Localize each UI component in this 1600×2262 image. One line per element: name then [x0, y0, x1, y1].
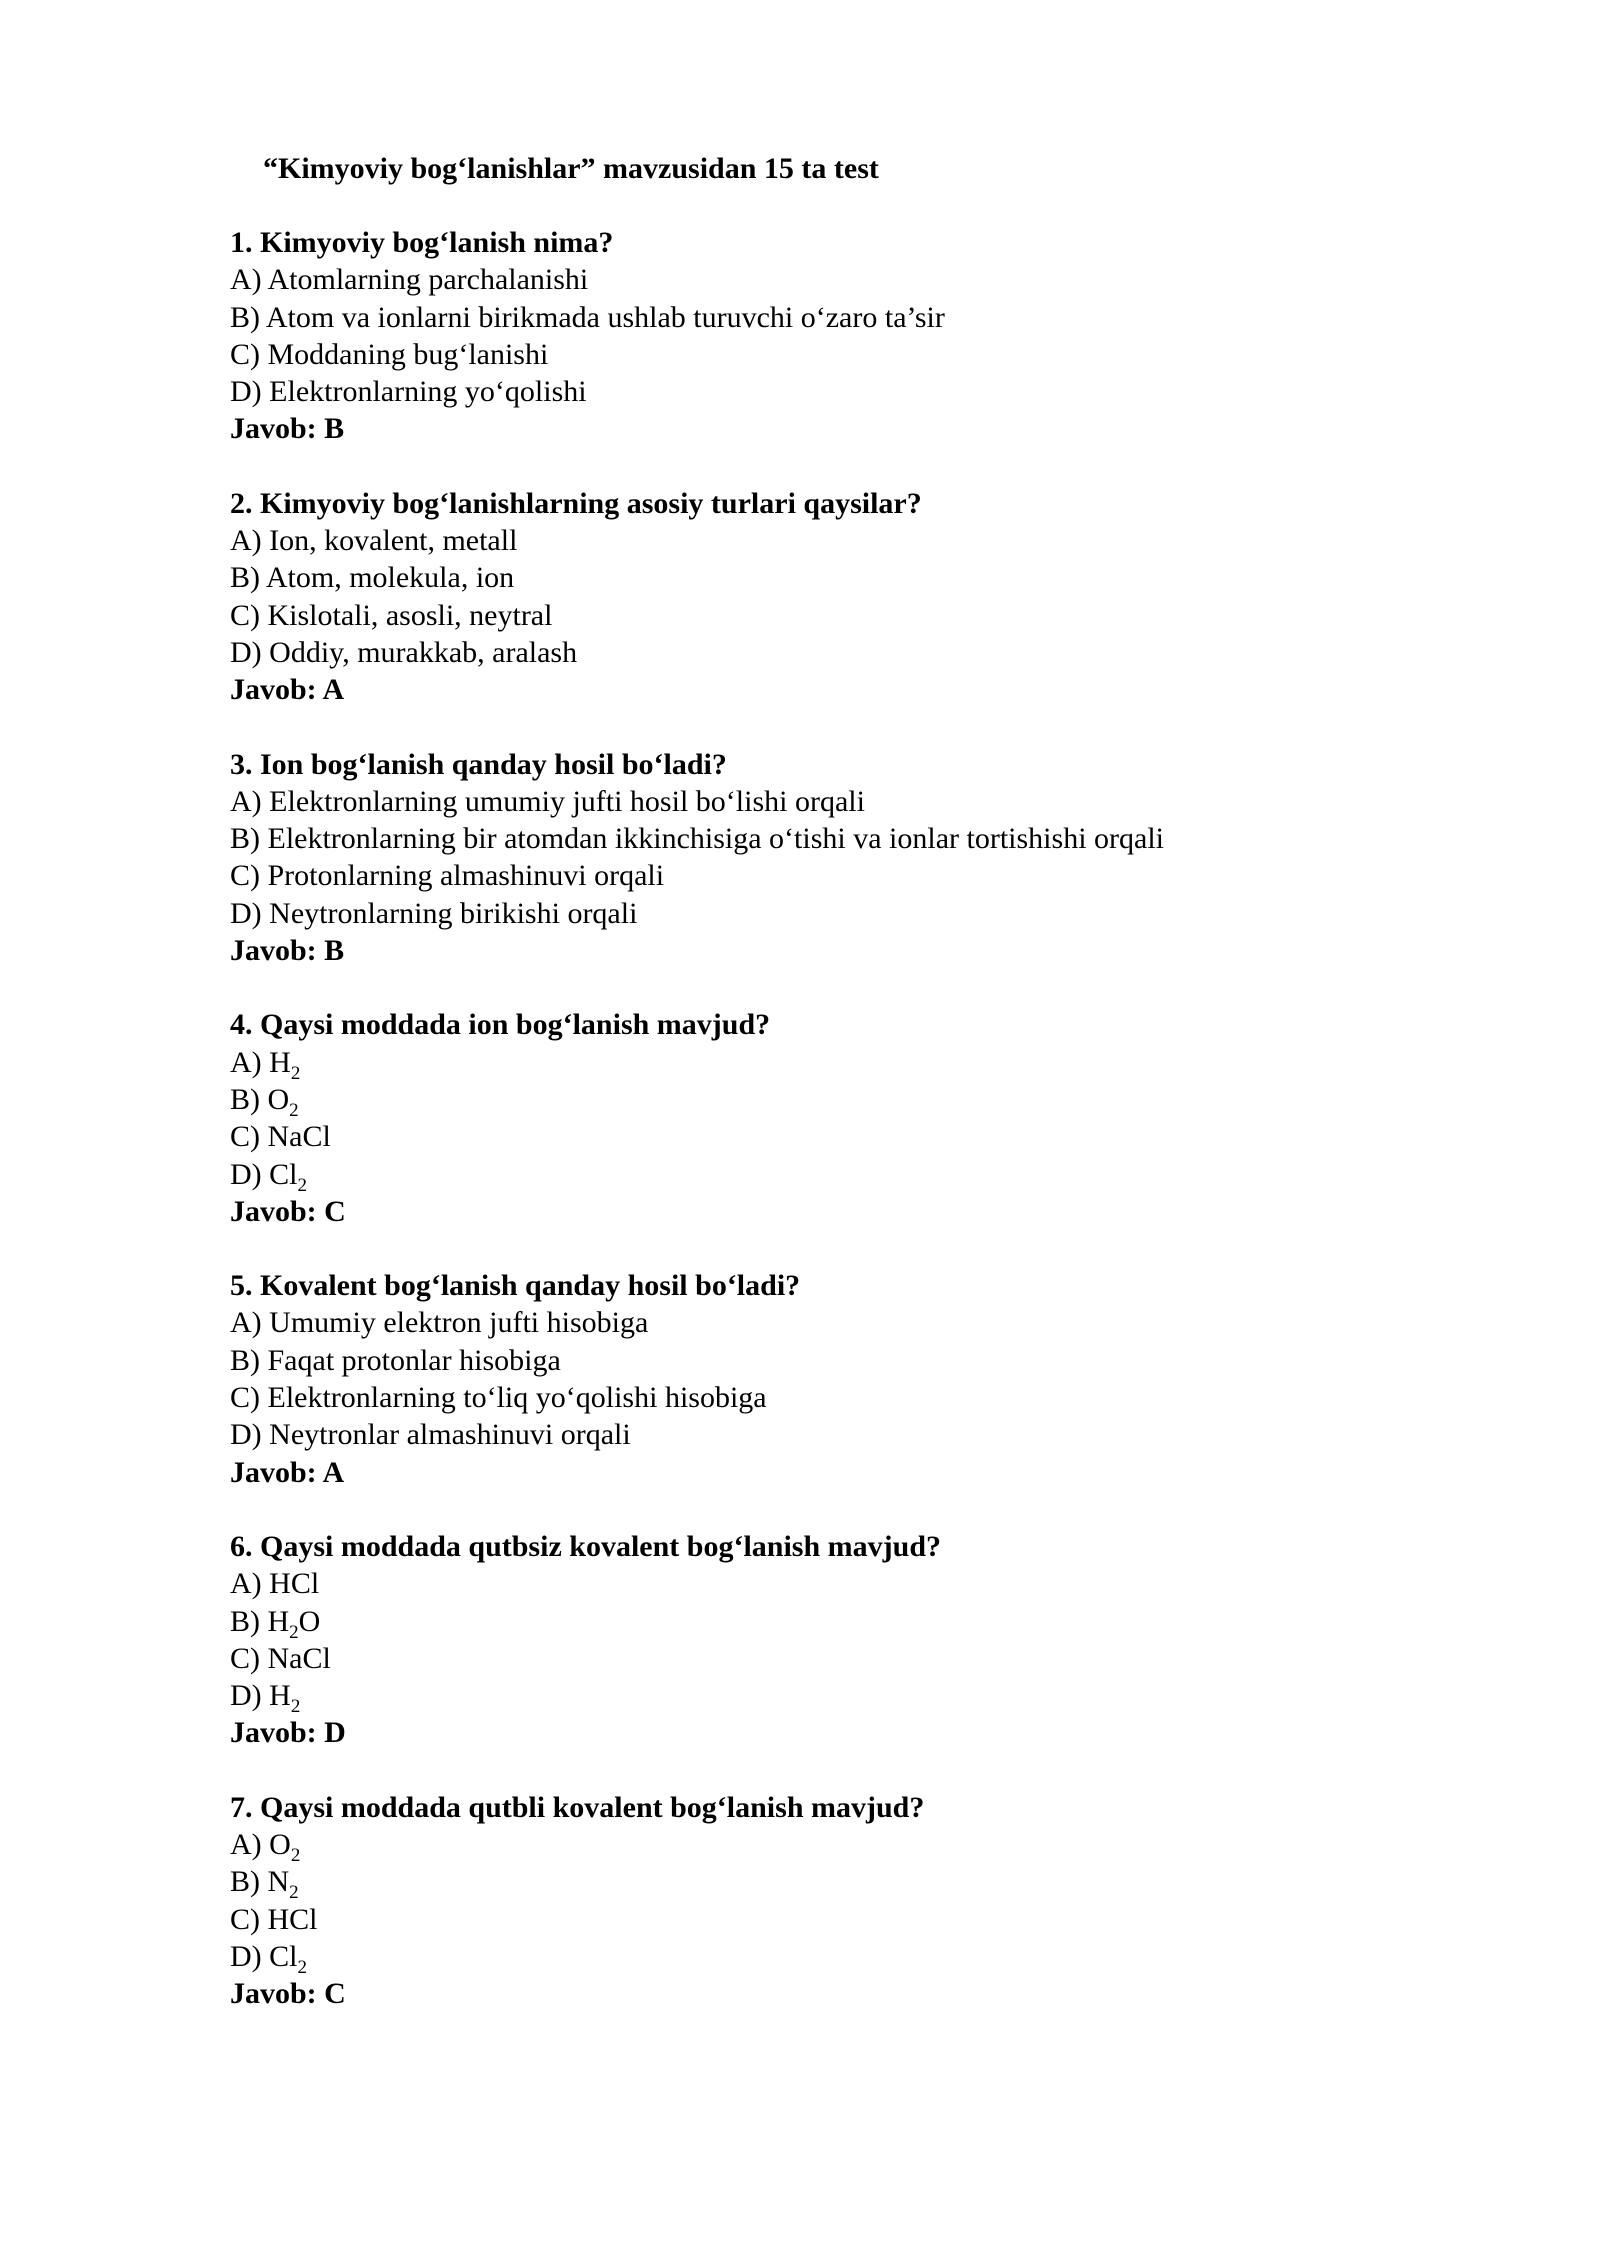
option-b: [230, 1342, 1480, 1379]
option-text: Cl: [269, 1939, 298, 1973]
option-letter: D): [230, 635, 262, 669]
option-text: HCl: [267, 1902, 318, 1936]
option-letter: B): [230, 1343, 260, 1377]
question-block: [230, 485, 1480, 709]
option-a: [230, 1565, 1480, 1602]
document-title: “Kimyoviy bog‘lanishlar” mavzusidan 15 ta test: [263, 152, 879, 185]
option-text: Protonlarning almashinuvi orqali: [267, 859, 665, 893]
option-c: [230, 857, 1480, 894]
option-letter: A): [230, 784, 262, 818]
option-text: Elektronlarning yo‘qolishi: [269, 375, 587, 409]
option-text: Elektronlarning bir atomdan ikkinchisiga o‘tishi va ionlar tortishishi orqali: [267, 822, 1164, 856]
option-d: [230, 373, 1480, 410]
option-text: H: [269, 1045, 291, 1079]
question-text: [230, 1006, 1480, 1043]
option-letter: C): [230, 1381, 260, 1415]
question-list: [230, 224, 1480, 2012]
option-d: [230, 1938, 1480, 1978]
option-subscript: 2: [297, 1956, 308, 1978]
question-text: [230, 224, 1480, 261]
option-subscript: 2: [290, 1062, 301, 1084]
answer-key: Javob: B: [230, 412, 345, 446]
option-text: Faqat protonlar hisobiga: [267, 1343, 561, 1377]
question-text: [230, 1528, 1480, 1565]
option-text: Cl: [269, 1157, 298, 1191]
option-d: [230, 1156, 1480, 1196]
option-text: Elektronlarning umumiy jufti hosil bo‘lishi orqali: [269, 784, 865, 818]
question-number: 3.: [230, 747, 253, 781]
option-letter: B): [230, 1865, 260, 1899]
option-letter: D): [230, 1939, 262, 1973]
option-letter: A): [230, 1306, 262, 1340]
option-subscript: 2: [290, 1696, 301, 1718]
question-block: [230, 1789, 1480, 2013]
option-letter: B): [230, 822, 260, 856]
option-text: NaCl: [267, 1120, 331, 1154]
option-text: Umumiy elektron jufti hisobiga: [269, 1306, 649, 1340]
option-text: Atomlarning parchalanishi: [267, 263, 589, 297]
option-a: [230, 522, 1480, 559]
option-d: [230, 895, 1480, 932]
option-c: [230, 597, 1480, 634]
option-text: Atom va ionlarni birikmada ushlab turuvchi o‘zaro ta’sir: [265, 300, 945, 334]
option-text: HCl: [269, 1567, 320, 1601]
option-letter: A): [230, 1827, 262, 1861]
option-letter: D): [230, 1418, 262, 1452]
option-letter: A): [230, 524, 262, 558]
option-c: [230, 336, 1480, 373]
option-text: Kislotali, asosli, neytral: [267, 598, 553, 632]
option-d: [230, 634, 1480, 671]
option-b: [230, 1863, 1480, 1904]
option-subscript: 2: [290, 1844, 301, 1866]
option-b: [230, 1603, 1480, 1643]
option-tail: O: [298, 1604, 321, 1638]
answer-key: Javob: C: [230, 1977, 346, 2011]
option-text: O: [267, 1082, 290, 1116]
option-subscript: 2: [289, 1099, 299, 1121]
option-text: Moddaning bug‘lanishi: [267, 337, 549, 371]
question-number: 6.: [230, 1529, 253, 1563]
option-letter: D): [230, 1157, 262, 1191]
option-letter: B): [230, 1604, 260, 1638]
question-text: [230, 746, 1480, 783]
question-number: 4.: [230, 1008, 253, 1042]
option-a: [230, 1826, 1480, 1866]
question-block: [230, 1528, 1480, 1752]
option-letter: A): [230, 263, 262, 297]
option-c: [230, 1901, 1480, 1938]
option-d: [230, 1677, 1480, 1718]
option-text: H: [269, 1679, 291, 1713]
option-letter: A): [230, 1045, 262, 1079]
option-letter: B): [230, 1082, 260, 1116]
question-text: [230, 1789, 1480, 1826]
question-block: [230, 1267, 1480, 1491]
option-b: [230, 559, 1480, 596]
option-a: [230, 783, 1480, 820]
question-block: [230, 746, 1480, 970]
option-text: NaCl: [267, 1641, 331, 1675]
question-label: Kimyoviy bog‘lanishlarning asosiy turlari qaysilar?: [260, 486, 922, 520]
option-b: [230, 299, 1480, 336]
question-label: Kimyoviy bog‘lanish nima?: [260, 226, 614, 259]
question-block: [230, 224, 1480, 448]
option-text: Oddiy, murakkab, aralash: [269, 635, 578, 669]
option-b: [230, 1081, 1480, 1121]
answer-key: Javob: A: [230, 1455, 345, 1489]
option-letter: B): [230, 300, 260, 334]
option-text: Neytronlarning birikishi orqali: [269, 896, 638, 930]
option-subscript: 2: [297, 1174, 308, 1196]
option-letter: C): [230, 1120, 260, 1154]
option-letter: D): [230, 375, 262, 409]
option-a: [230, 1304, 1480, 1341]
option-letter: C): [230, 598, 260, 632]
question-number: 5.: [230, 1269, 253, 1303]
question-label: Qaysi moddada qutbsiz kovalent bog‘lanish mavjud?: [260, 1529, 942, 1563]
option-text: O: [269, 1827, 291, 1861]
option-b: [230, 820, 1480, 857]
option-c: [230, 1118, 1480, 1155]
option-letter: C): [230, 1902, 260, 1936]
answer-key: Javob: D: [230, 1716, 346, 1750]
option-letter: C): [230, 859, 260, 893]
option-subscript: 2: [289, 1882, 299, 1904]
option-subscript: 2: [289, 1621, 299, 1643]
question-text: [230, 1267, 1480, 1304]
option-a: [230, 1044, 1480, 1084]
question-label: Ion bog‘lanish qanday hosil bo‘ladi?: [260, 747, 727, 781]
question-block: [230, 1006, 1480, 1230]
answer-key: Javob: C: [230, 1194, 346, 1228]
question-number: 2.: [230, 486, 253, 520]
option-letter: D): [230, 1679, 262, 1713]
option-text: Ion, kovalent, metall: [269, 524, 518, 558]
option-a: [230, 261, 1480, 298]
question-label: Qaysi moddada qutbli kovalent bog‘lanish mavjud?: [260, 1790, 925, 1824]
option-letter: C): [230, 337, 260, 371]
option-text: N: [267, 1865, 290, 1899]
option-letter: D): [230, 896, 262, 930]
answer-key: Javob: B: [230, 934, 345, 968]
option-text: Neytronlar almashinuvi orqali: [269, 1418, 631, 1452]
answer-key: Javob: A: [230, 673, 345, 707]
option-c: [230, 1640, 1480, 1677]
option-text: Elektronlarning to‘liq yo‘qolishi hisobiga: [267, 1381, 767, 1415]
option-d: [230, 1416, 1480, 1453]
document-page: [230, 150, 1480, 2049]
option-letter: C): [230, 1641, 260, 1675]
option-letter: A): [230, 1567, 262, 1601]
question-label: Qaysi moddada ion bog‘lanish mavjud?: [260, 1008, 771, 1042]
question-label: Kovalent bog‘lanish qanday hosil bo‘ladi?: [260, 1269, 801, 1303]
option-text: Atom, molekula, ion: [265, 561, 515, 595]
question-number: 1.: [230, 226, 253, 259]
option-letter: B): [230, 561, 260, 595]
option-c: [230, 1379, 1480, 1416]
option-text: H: [267, 1604, 290, 1638]
question-number: 7.: [230, 1790, 253, 1824]
question-text: [230, 485, 1480, 522]
